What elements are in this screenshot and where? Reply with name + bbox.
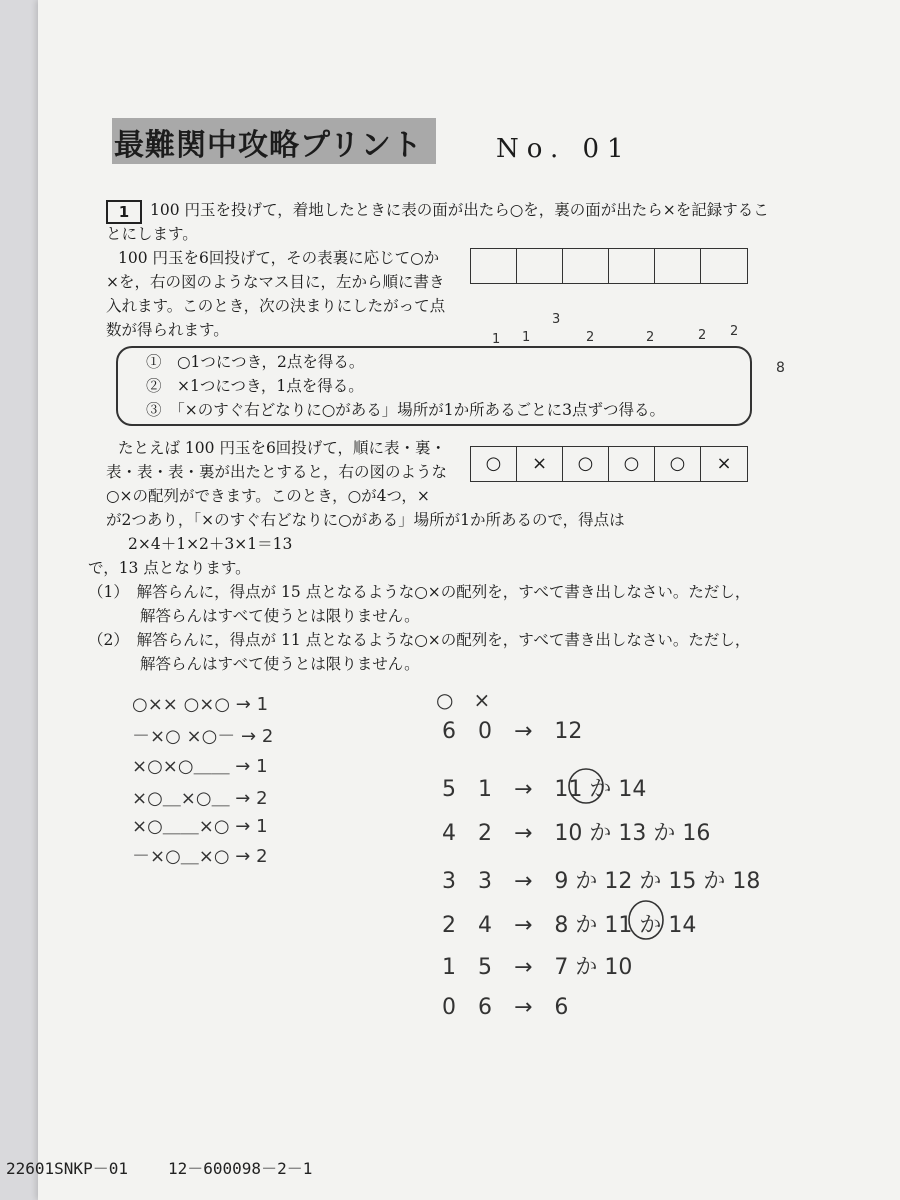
hw-right-row: 2 4 → 8 か 11 か 14 — [442, 913, 697, 938]
question-1-line-1: （1） 解答らんに，得点が 15 点となるような○×の配列を，すべて書き出しなさい。ただし， — [88, 583, 751, 601]
score-formula: 2×4＋1×2＋3×1＝13 — [128, 535, 293, 553]
rule-3: ③ 「×のすぐ右どなりに○がある」場所が1か所あるごとに3点ずつ得る。 — [146, 401, 665, 419]
grid-cell — [655, 249, 701, 283]
hw-circle-mark — [628, 902, 668, 942]
footer-code-1: 22601SNKP－01 — [6, 1159, 128, 1178]
hw-right-row: 0 6 → 6 — [442, 995, 569, 1020]
example-line-2: 表・表・表・裏が出たとすると，右の図のような — [106, 463, 448, 481]
example-line-1: たとえば 100 円玉を6回投げて，順に表・裏・ — [118, 439, 446, 457]
example-cell: ○ — [609, 447, 655, 481]
hw-circle-mark — [568, 770, 608, 810]
example-cell: × — [716, 453, 732, 474]
question-2-line-2: 解答らんはすべて使うとは限りません。 — [140, 655, 420, 673]
grid-cell — [471, 249, 517, 283]
hw-left-row: ○×× ○×○ → 1 — [132, 694, 269, 715]
para-line-3: 入れます。このとき，次の決まりにしたがって点 — [106, 297, 446, 315]
question-2-line-1: （2） 解答らんに，得点が 11 点となるような○×の配列を，すべて書き出しなさい。ただし， — [88, 631, 751, 649]
hw-left-row: －×○ ×○－ → 2 — [132, 726, 274, 747]
hw-right-row: 3 3 → 9 か 12 か 15 か 18 — [442, 869, 761, 894]
hw-right-row: 5 1 → 11 か 14 — [442, 777, 647, 802]
hw-right-row: 6 0 → 12 — [442, 719, 583, 744]
hw-note-6: 2 — [698, 328, 707, 343]
example-grid — [470, 446, 748, 482]
hw-note-7: 2 — [730, 324, 739, 339]
footer-code-2: 12－600098－2－1 — [168, 1159, 313, 1178]
page-title: 最難関中攻略プリント — [114, 128, 423, 163]
hw-note-5: 2 — [646, 330, 655, 345]
hw-right-row: 4 2 → 10 か 13 か 16 — [442, 821, 711, 846]
para-line-4: 数が得られます。 — [106, 321, 229, 339]
rule-2: ② ×1つにつき，1点を得る。 — [146, 377, 364, 395]
hw-note-1: 1 — [492, 332, 501, 347]
hw-note-4: 2 — [586, 330, 595, 345]
problem-number-box: 1 — [106, 200, 142, 224]
hw-note-2: 1 — [522, 330, 531, 345]
grid-cell — [517, 249, 563, 283]
intro-line-1: 100 円玉を投げて，着地したときに表の面が出たら○を，裏の面が出たら×を記録するこ — [150, 201, 769, 219]
hw-note-3: 3 — [552, 312, 561, 327]
grid-cell — [701, 249, 747, 283]
example-cell: ○ — [471, 447, 517, 481]
hw-margin-note: 8 — [776, 360, 785, 376]
rule-1: ① ○1つにつき，2点を得る。 — [146, 353, 365, 371]
hw-left-row: ×○＿＿×○ → 1 — [132, 816, 268, 837]
grid-cell — [609, 249, 655, 283]
example-cell: ○ — [655, 447, 701, 481]
intro-line-2: とにします。 — [106, 225, 198, 243]
empty-answer-grid — [470, 248, 748, 284]
hw-right-header: ○ × — [436, 688, 491, 712]
hw-left-row: ×○×○＿＿ → 1 — [132, 756, 268, 777]
para-line-2: ×を，右の図のようなマス目に，左から順に書き — [106, 273, 445, 291]
para-line-1: 100 円玉を6回投げて，その表裏に応じて○か — [118, 249, 440, 267]
hw-left-row: －×○＿×○ → 2 — [132, 846, 268, 867]
grid-cell — [563, 249, 609, 283]
hw-left-row: ×○＿×○＿ → 2 — [132, 788, 268, 809]
example-cell: ○ — [563, 447, 609, 481]
document-number: No. 01 — [496, 134, 632, 164]
question-1-line-2: 解答らんはすべて使うとは限りません。 — [140, 607, 420, 625]
example-cell: × — [517, 447, 563, 481]
hw-right-row: 1 5 → 7 か 10 — [442, 955, 633, 980]
example-line-4: が2つあり，「×のすぐ右どなりに○がある」場所が1か所あるので，得点は — [106, 511, 625, 529]
example-line-3: ○×の配列ができます。このとき，○が4つ，× — [106, 487, 430, 505]
example-line-5: で，13 点となります。 — [88, 559, 251, 577]
